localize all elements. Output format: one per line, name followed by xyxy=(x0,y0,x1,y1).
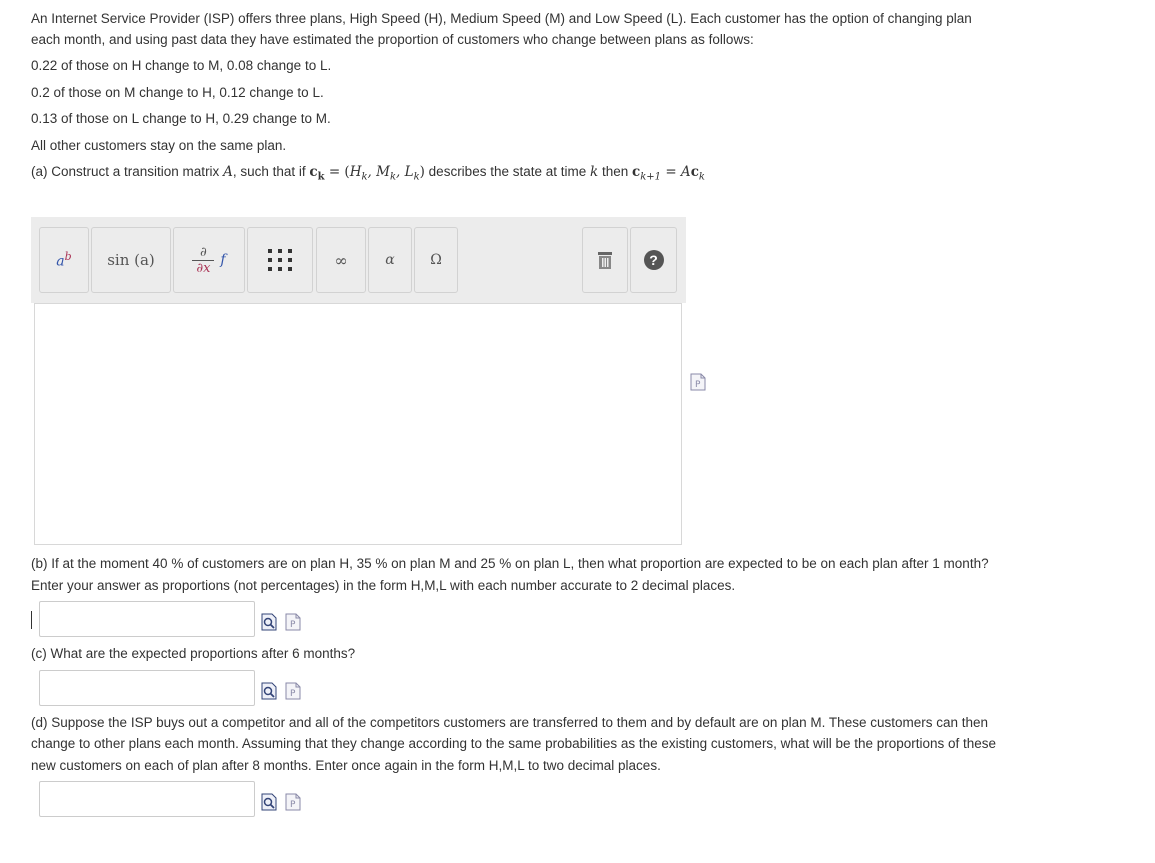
intro-line-2: each month, and using past data they have estimated the proportion of customers who change between plans as follows: xyxy=(31,32,754,47)
greek-upper-button[interactable] xyxy=(414,227,458,293)
svg-text:P: P xyxy=(695,380,701,390)
svg-text:P: P xyxy=(290,689,296,699)
matrix-button[interactable] xyxy=(247,227,313,293)
help-icon: ? xyxy=(644,250,664,270)
part-d-line-3: new customers on each of plan after 8 months. Enter once again in the form H,M,L to two decimal places. xyxy=(31,758,661,773)
preview-icon[interactable] xyxy=(285,613,301,631)
part-d-answer-input[interactable] xyxy=(39,781,255,817)
matrix-editor-area[interactable] xyxy=(34,303,682,545)
preview-icon[interactable] xyxy=(285,682,301,700)
preview-icon[interactable] xyxy=(690,373,706,391)
part-b-answer-input[interactable] xyxy=(39,601,255,637)
delete-button[interactable] xyxy=(582,227,628,293)
partial-derivative-icon: ∂ ∂x f xyxy=(192,245,225,276)
preview-icon[interactable] xyxy=(285,793,301,811)
part-b-line-2: Enter your answer as proportions (not percentages) in the form H,M,L with each number accurate to 2 decimal places. xyxy=(31,578,736,593)
equation-toolbar xyxy=(31,217,686,303)
svg-text:P: P xyxy=(290,800,296,810)
sin-label: sin (a) xyxy=(107,251,155,269)
syntax-check-icon[interactable] xyxy=(261,613,277,631)
help-button[interactable] xyxy=(630,227,677,293)
recurrence-expression: $c_{k+1} = Ac_k$ xyxy=(631,164,705,183)
omega-icon: Ω xyxy=(430,252,442,268)
rule-h: 0.22 of those on H change to M, 0.08 change to L. xyxy=(31,58,332,73)
partial-derivative-button[interactable] xyxy=(173,227,245,293)
part-b-line-1: (b) If at the moment 40 % of customers are on plan H, 35 % on plan M and 25 % on plan L, then what proportion are expected to be on each plan after 1 month? xyxy=(31,556,989,571)
syntax-check-icon[interactable] xyxy=(261,793,277,811)
text-cursor xyxy=(31,611,32,629)
part-c-answer-input[interactable] xyxy=(39,670,255,706)
matrix-icon xyxy=(267,248,293,272)
svg-text:P: P xyxy=(290,620,296,630)
power-icon: $a^b$ xyxy=(56,250,72,270)
syntax-check-icon[interactable] xyxy=(261,682,277,700)
infinity-button[interactable] xyxy=(316,227,366,293)
alpha-icon: α xyxy=(385,252,395,268)
part-c-question: (c) What are the expected proportions after 6 months? xyxy=(31,646,356,661)
matrix-a-symbol: A xyxy=(223,164,233,180)
rule-m: 0.2 of those on M change to H, 0.12 change to L. xyxy=(31,85,324,100)
power-button[interactable] xyxy=(39,227,89,293)
rule-others: All other customers stay on the same plan. xyxy=(31,138,287,153)
infinity-icon: ∞ xyxy=(334,250,348,270)
rule-l: 0.13 of those on L change to H, 0.29 change to M. xyxy=(31,111,331,126)
part-d-line-1: (d) Suppose the ISP buys out a competitor and all of the competitors customers are transferred to them and by default are on plan M. These customers can then xyxy=(31,715,989,730)
trig-button[interactable] xyxy=(91,227,171,293)
intro-line-1: An Internet Service Provider (ISP) offers three plans, High Speed (H), Medium Speed (M) and Low Speed (L). Each customer has the option of changing plan xyxy=(31,11,972,26)
trash-icon xyxy=(596,250,614,270)
part-a-question: (a) Construct a transition matrix A, such that if $c_k = (H_k$, $M_k$, $L_k$) describes the state at time k then $c_{k+1} = Ac_k$ xyxy=(31,164,705,183)
greek-lower-button[interactable] xyxy=(368,227,412,293)
part-d-line-2: change to other plans each month. Assuming that they change according to the same probabilities as the existing customers, what will be the proportions of these xyxy=(31,736,997,751)
state-expression: $c_k = (H_k$, $M_k$, $L_k$) xyxy=(309,164,425,183)
